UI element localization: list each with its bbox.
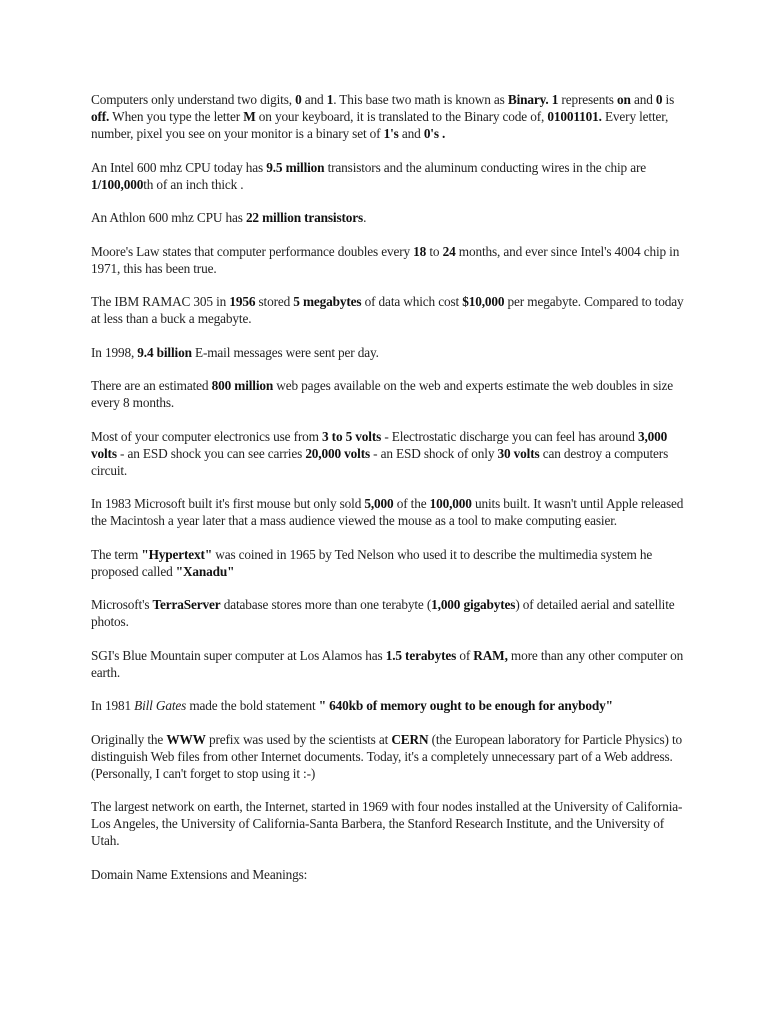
text-run: represents <box>558 92 618 107</box>
bold-text: 1.5 terabytes <box>385 647 457 663</box>
text-run: The IBM RAMAC 305 in <box>91 294 230 309</box>
bold-text: 18 <box>413 243 427 259</box>
text-run: There are an estimated <box>91 378 212 393</box>
text-run: more than any other computer on earth. <box>91 647 684 680</box>
fact-paragraph <box>91 428 691 479</box>
text-run: E-mail messages were sent per day. <box>191 344 379 360</box>
text-run: can destroy a computers circuit. <box>91 445 669 478</box>
bold-text: 1,000 gigabytes <box>431 597 516 612</box>
fact-paragraph <box>91 344 691 361</box>
fact-paragraph <box>91 377 691 411</box>
text-run: Computers only understand two digits, <box>91 92 296 107</box>
text-run: of the <box>393 496 430 511</box>
bold-text: 1 <box>326 92 334 107</box>
bold-text: 3 to 5 volts <box>322 428 382 444</box>
fact-paragraph <box>91 798 691 849</box>
text-run: months, and ever since Intel's 4004 chip in 1971, this has been true. <box>91 243 680 276</box>
text-run: - an ESD shock of only <box>370 445 498 461</box>
text-run: In 1981 <box>91 698 135 713</box>
bold-text: M <box>243 109 256 124</box>
fact-paragraph <box>91 866 691 883</box>
text-run: th of an inch thick . <box>143 176 244 192</box>
bold-text: $10,000 <box>462 294 505 309</box>
text-run: (the European laboratory for Particle Physics) to distinguish Web files from other Internet documents. Today, it's a completely unnecessary part of a Web address. (Personally, I can't forget to stop using it :-) <box>91 731 682 781</box>
text-run: When you type the letter <box>109 109 244 124</box>
text-run: - Electrostatic discharge you can feel has around <box>381 428 638 444</box>
text-run: was coined in 1965 by Ted Nelson who used it to describe the multimedia system he proposed called <box>91 546 653 579</box>
text-run: Most of your computer electronics use from <box>91 428 322 444</box>
text-run: prefix was used by the scientists at <box>205 731 392 747</box>
text-run: and <box>301 92 327 107</box>
text-run: is <box>662 92 675 107</box>
bold-text: CERN <box>391 731 429 747</box>
fact-paragraph <box>91 91 691 142</box>
fact-paragraph <box>91 546 691 580</box>
bold-text: on <box>617 92 631 107</box>
text-run: stored <box>255 294 294 309</box>
text-run: An Athlon 600 mhz CPU has <box>91 210 246 225</box>
text-run: Microsoft's <box>91 597 153 612</box>
text-run: - an ESD shock you can see carries <box>116 445 306 461</box>
text-run: Domain Name Extensions and Meanings: <box>91 866 308 882</box>
text-run: of <box>456 647 474 663</box>
bold-text: "Hypertext" <box>141 546 213 562</box>
bold-text: 0's . <box>423 126 446 141</box>
fact-paragraph <box>91 647 691 681</box>
text-run: SGI's Blue Mountain super computer at Los Alamos has <box>91 647 386 663</box>
bold-text: 24 <box>442 243 456 259</box>
text-run: to <box>426 243 443 259</box>
document-body <box>91 91 698 883</box>
bold-text: " 640kb of memory ought to be enough for anybody" <box>318 698 613 713</box>
fact-paragraph <box>91 697 691 714</box>
bold-text: 30 volts <box>497 445 540 461</box>
bold-text: 800 million <box>211 378 274 393</box>
text-run: of data which cost <box>361 294 463 309</box>
bold-text: TerraServer <box>152 597 221 612</box>
text-run: Originally the <box>91 731 167 747</box>
text-run: The term <box>91 546 142 562</box>
bold-text: 22 million transistors <box>245 210 364 225</box>
text-run: . <box>363 210 367 225</box>
text-run: database stores more than one terabyte ( <box>220 597 432 612</box>
text-run: The largest network on earth, the Internet, started in 1969 with four nodes installed at the University of California-Los Angeles, the University of California-Santa Barbera, the Stanford Research Institute, and the University of Utah. <box>91 799 683 848</box>
text-run: units built. It wasn't until Apple released the Macintosh a year later that a mass audience viewed the mouse as a tool to make computing easier. <box>91 496 684 528</box>
bold-text: 0 <box>655 92 663 107</box>
text-run: per megabyte. Compared to today at less than a buck a megabyte. <box>91 294 684 326</box>
text-run: Every letter, number, pixel you see on your monitor is a binary set of <box>91 109 669 141</box>
bold-text: 1956 <box>229 294 256 309</box>
bold-text: 9.5 million <box>266 159 325 175</box>
bold-text: "Xanadu" <box>175 563 235 579</box>
bold-text: RAM, <box>473 647 508 663</box>
bold-text: 3,000 volts <box>91 428 668 461</box>
text-run: transistors and the aluminum conducting wires in the chip are <box>324 159 646 175</box>
text-run: In 1983 Microsoft built it's first mouse but only sold <box>91 496 365 511</box>
bold-text: 100,000 <box>429 496 472 511</box>
bold-text: 5 megabytes <box>293 294 362 309</box>
text-run: In 1998, <box>91 344 138 360</box>
text-run: web pages available on the web and experts estimate the web doubles in size every 8 months. <box>91 378 674 410</box>
text-run: on your keyboard, it is translated to the Binary code of, <box>255 109 548 124</box>
italic-text: Bill Gates <box>134 698 187 713</box>
text-run: made the bold statement <box>186 698 319 713</box>
bold-text: WWW <box>166 731 206 747</box>
bold-text: 9.4 billion <box>137 344 192 360</box>
fact-paragraph <box>91 293 691 327</box>
text-run: Moore's Law states that computer performance doubles every <box>91 243 414 259</box>
bold-text: 0 <box>295 92 302 107</box>
bold-text: 1/100,000 <box>91 176 144 192</box>
fact-paragraph <box>91 731 691 782</box>
bold-text: Binary. 1 <box>507 92 559 107</box>
bold-text: off. <box>91 109 110 124</box>
fact-paragraph <box>91 159 691 193</box>
bold-text: 1's <box>383 126 399 141</box>
text-run: ) of detailed aerial and satellite photos. <box>91 597 675 629</box>
fact-paragraph <box>91 495 691 529</box>
bold-text: 20,000 volts <box>305 445 370 461</box>
text-run: . This base two math is known as <box>333 92 508 107</box>
text-run: and <box>398 126 424 141</box>
fact-paragraph <box>91 243 691 277</box>
bold-text: 01001101. <box>547 109 602 124</box>
text-run: and <box>630 92 656 107</box>
text-run: An Intel 600 mhz CPU today has <box>91 159 267 175</box>
bold-text: 5,000 <box>364 496 394 511</box>
fact-paragraph <box>91 209 691 226</box>
fact-paragraph <box>91 596 691 630</box>
